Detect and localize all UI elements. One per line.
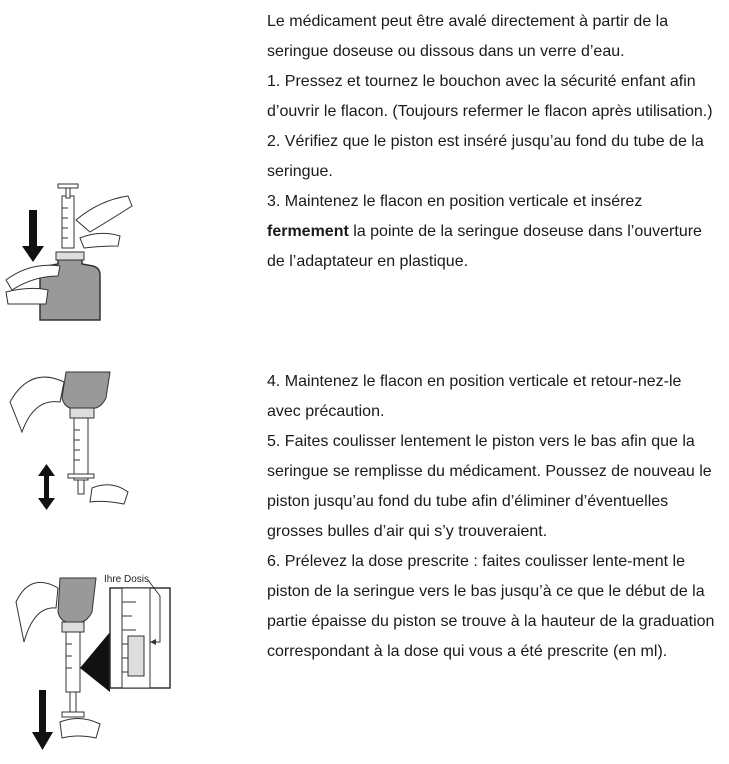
illustration-dose-measure bbox=[0, 572, 180, 762]
intro-text: Le médicament peut être avalé directement à partir de la seringue doseuse ou dissous dans un verre d’eau. bbox=[267, 13, 669, 60]
instructions-block-1 bbox=[267, 7, 717, 277]
step-1-text: 1. Pressez et tournez le bouchon avec la sécurité enfant afin d’ouvrir le flacon. (Toujours refermer le flacon après utilisation.) bbox=[267, 73, 713, 120]
step-6-text: 6. Prélevez la dose prescrite : faites coulisser lente-ment le piston de la seringue vers le bas jusqu’à ce que le début de la partie épaisse du piston se trouve à la hauteur de la graduation correspondant à la dose qui vous a été prescrite (en ml). bbox=[267, 553, 715, 660]
illustration-syringe-insert bbox=[0, 180, 150, 330]
step-3-text-start: 3. Maintenez le flacon en position verticale et insérez bbox=[267, 193, 643, 210]
double-arrow-icon bbox=[38, 464, 55, 510]
arrow-down-icon bbox=[22, 210, 44, 262]
arrow-down-icon bbox=[32, 690, 53, 750]
step-3-emphasis: fermement bbox=[267, 223, 349, 240]
instructions-block-2 bbox=[267, 367, 717, 667]
step-3-text bbox=[267, 187, 717, 277]
step-4-text: 4. Maintenez le flacon en position verticale et retour-nez-le avec précaution. bbox=[267, 373, 682, 420]
step-2-text: 2. Vérifiez que le piston est inséré jusqu’au fond du tube de la seringue. bbox=[267, 133, 704, 180]
illustration-inverted-bottle bbox=[0, 362, 150, 522]
step-5-text: 5. Faites coulisser lentement le piston vers le bas afin que la seringue se remplisse du médicament. Poussez de nouveau le piston jusqu’au fond du tube afin d’éliminer d’éventuelles grosses bulles d’air qui s’y trouveraient. bbox=[267, 433, 712, 540]
dose-label: Ihre Dosis bbox=[104, 574, 150, 585]
step-3-text-end: la pointe de la seringue doseuse dans l’ouverture de l’adaptateur en plastique. bbox=[267, 223, 702, 270]
